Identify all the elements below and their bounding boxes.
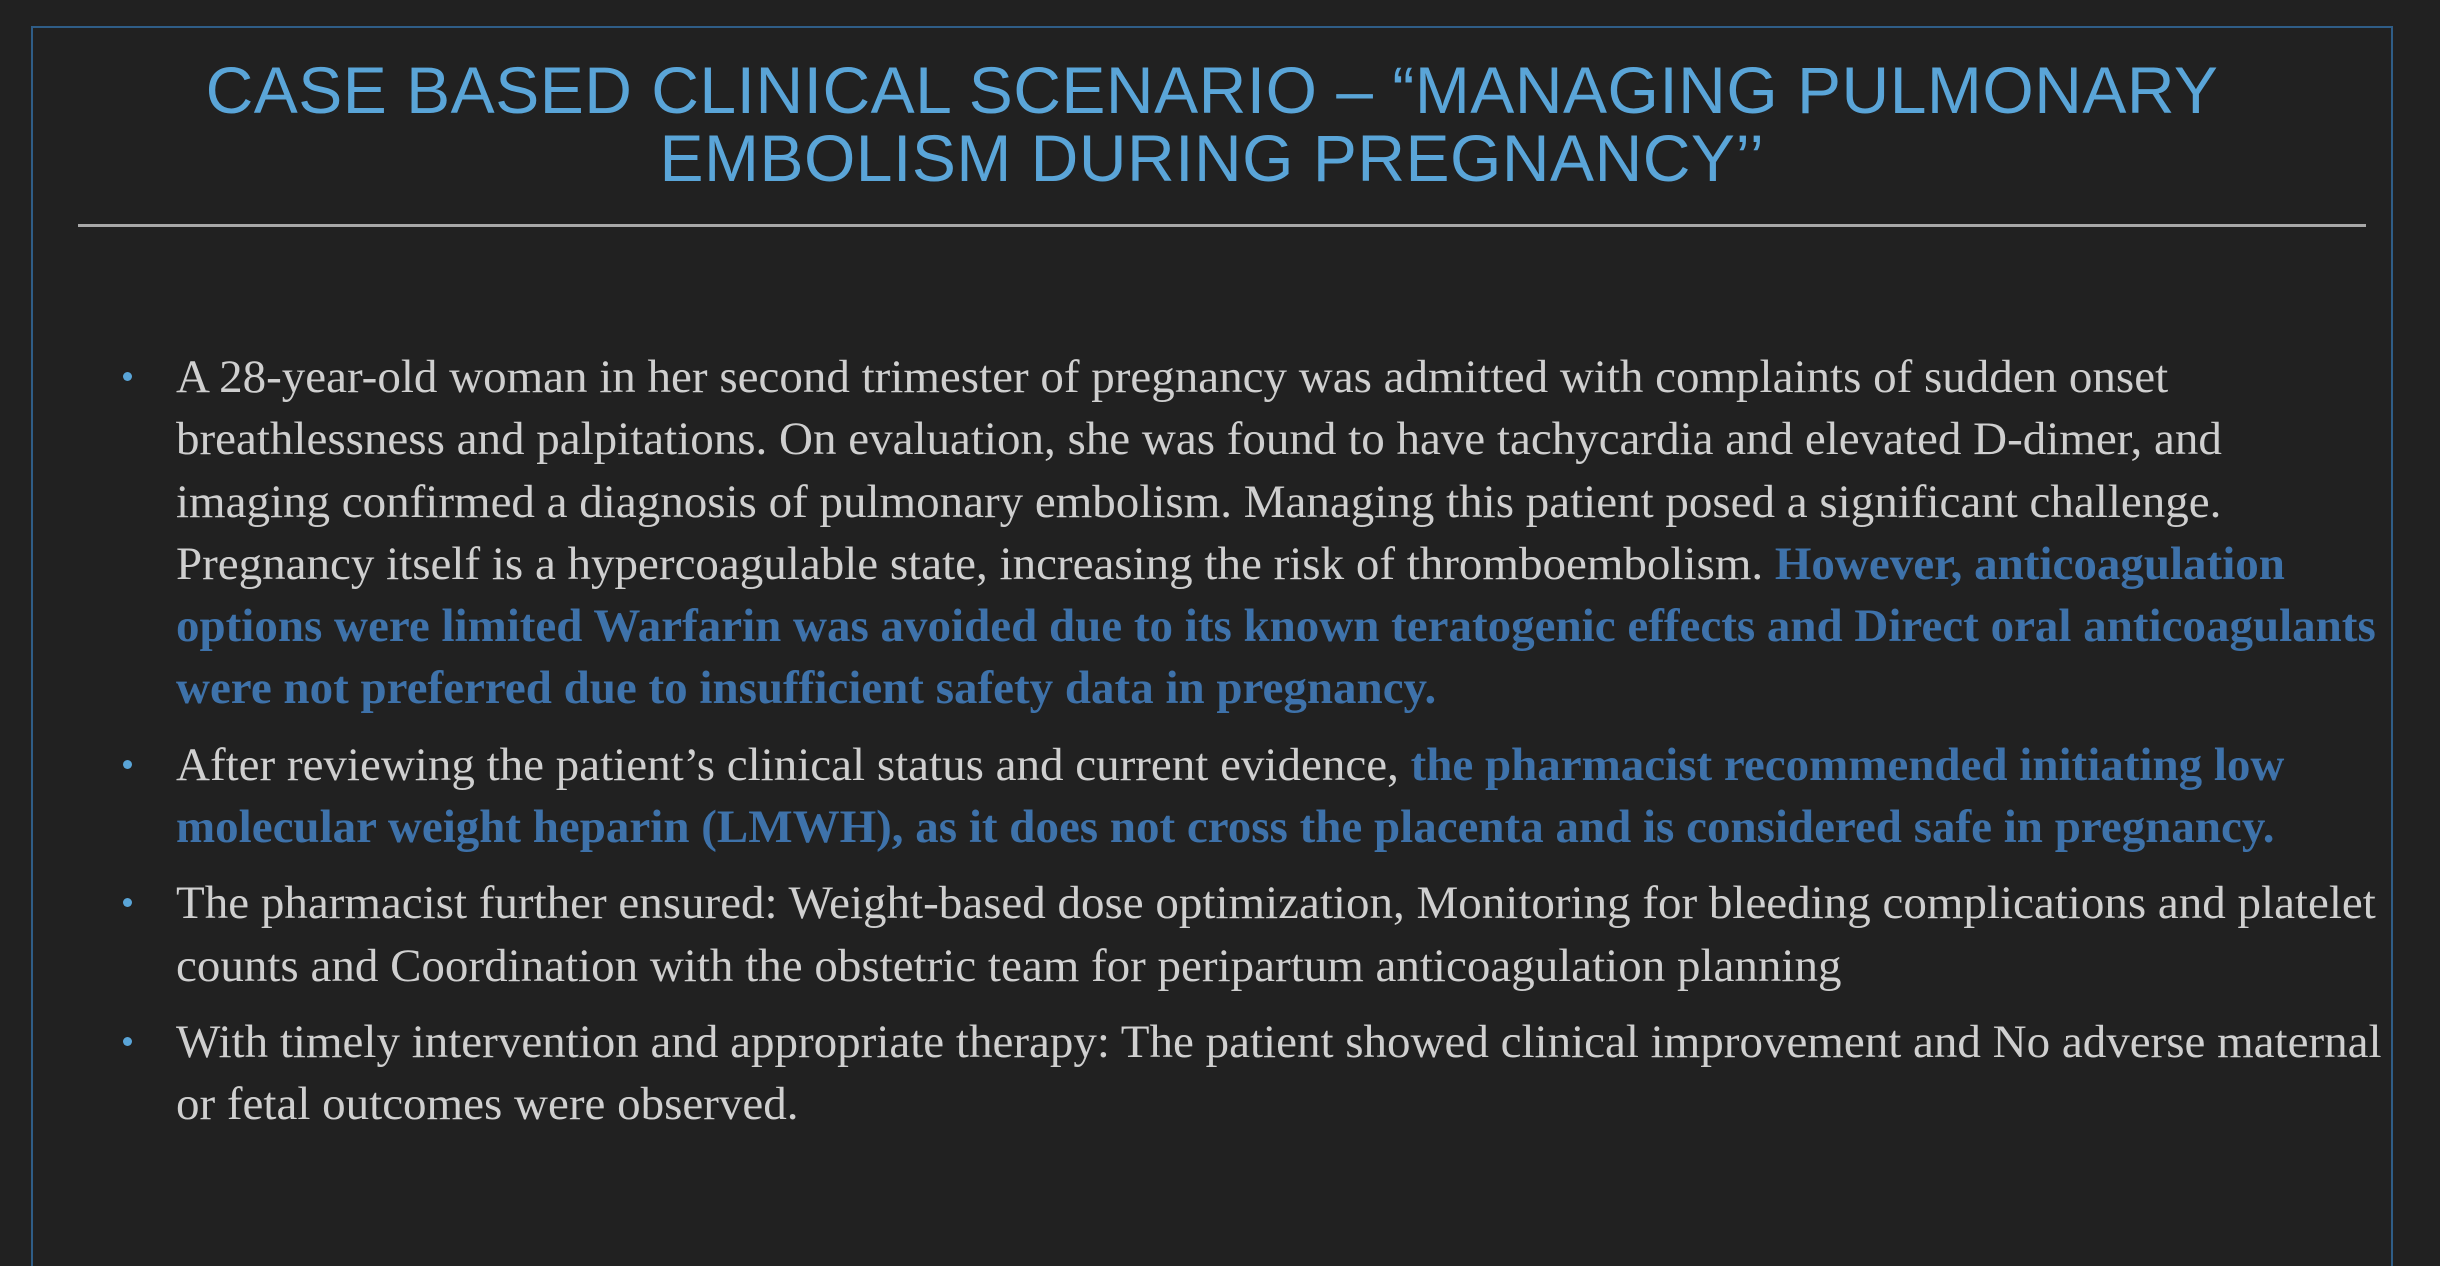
bullet-dot-icon xyxy=(123,372,132,381)
bullet-dot-icon xyxy=(123,898,132,907)
bullet-highlight: However, anticoagulation options were limited Warfarin was avoided due to its known teratogenic effects and Direct oral anticoagulants were not preferred due to insufficient safety data in pregnancy. xyxy=(176,537,2376,715)
slide-title-line-1: CASE BASED CLINICAL SCENARIO – “MANAGING PULMONARY xyxy=(205,53,2219,127)
bullet-text: After reviewing the patient’s clinical status and current evidence, xyxy=(176,738,1411,791)
bullet-item-presentation xyxy=(78,346,2383,720)
bullet-text: A 28-year-old woman in her second trimester of pregnancy was admitted with complaints of sudden onset breathlessness and palpitations. On evaluation, she was found to have tachycardia and elevated D-dimer, and imaging confirmed a diagnosis of pulmonary embolism. Managing this patient posed a significant challenge. Pregnancy itself is a hypercoagulable state, increasing the risk of thromboembolism. xyxy=(176,351,2222,590)
title-divider xyxy=(78,224,2366,227)
bullet-item-recommendation xyxy=(78,734,2383,859)
bullet-list xyxy=(78,346,2383,1150)
bullet-highlight: the pharmacist recommended initiating low molecular weight heparin (LMWH), as it does not cross the placenta and is considered safe in pregnancy. xyxy=(176,738,2285,854)
bullet-text: With timely intervention and appropriate therapy: The patient showed clinical improvement and No adverse maternal or fetal outcomes were observed. xyxy=(176,1015,2382,1131)
bullet-dot-icon xyxy=(123,1037,132,1046)
bullet-text: The pharmacist further ensured: Weight-based dose optimization, Monitoring for bleeding complications and platelet counts and Coordination with the obstetric team for peripartum anticoagulation planning xyxy=(176,877,2376,992)
bullet-item-outcome xyxy=(78,1011,2383,1136)
slide-frame xyxy=(31,26,2393,1266)
slide-title-line-2: EMBOLISM DURING PREGNANCY’’ xyxy=(659,121,1765,195)
bullet-item-monitoring xyxy=(78,872,2383,997)
bullet-dot-icon xyxy=(123,760,132,769)
slide-title xyxy=(33,53,2391,195)
